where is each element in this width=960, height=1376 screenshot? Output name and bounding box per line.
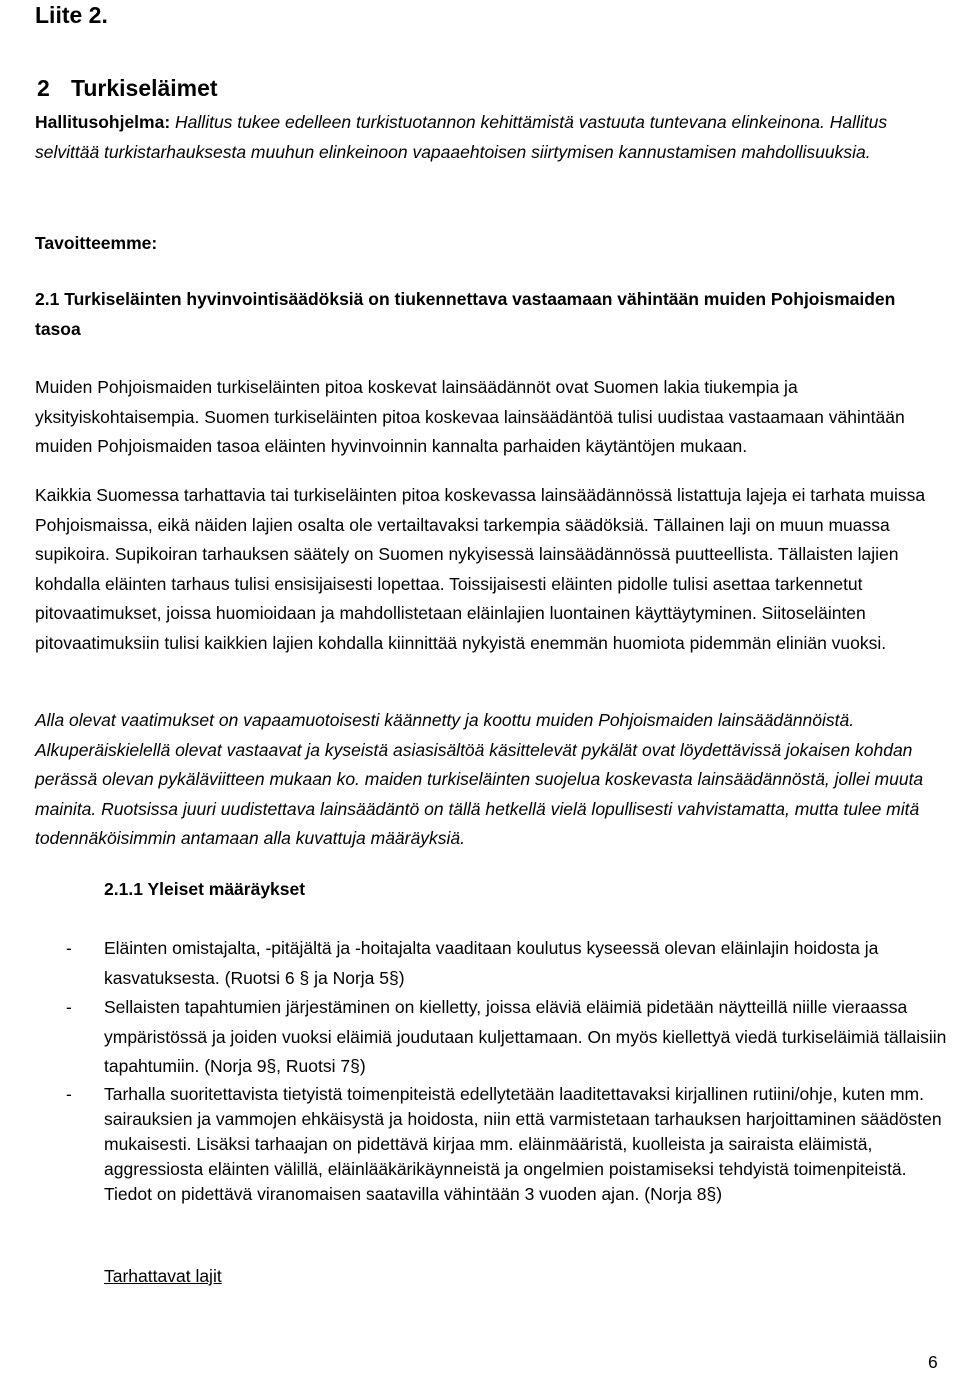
list-dash: -	[66, 997, 72, 1018]
appendix-title: Liite 2.	[35, 2, 108, 28]
paragraph-species: Kaikkia Suomessa tarhattavia tai turkiseläinten pitoa koskevassa lainsäädännössä listattuja lajeja ei tarhata muissa Pohjoismaissa, eikä näiden lajien osalta ole vertailtavaksi tarkempia säädöksiä. Tällainen laji on muun muassa supikoira. Supikoiran tarhauksen säätely on Suomen nykyisessä lainsäädännössä puutteellista. Tällaisten lajien kohdalla eläinten tarhaus tulisi ensisijaisesti lopettaa. Toissijaisesti eläinten pidolle tulisi asettaa tarkennetut pitovaatimukset, joissa huomioidaan ja mahdollistetaan eläinlajien luontainen käyttäytyminen. Siitoseläinten pitovaatimuksiin tulisi kaikkien lajien kohdalla kiinnittää nykyistä enemmän huomiota pidemmän eliniän vuoksi.	[35, 485, 926, 653]
list-item-text: Sellaisten tapahtumien järjestäminen on kielletty, joissa eläviä eläimiä pidetään näytteillä niille vieraassa ympäristössä ja joiden vuoksi eläimiä joudutaan kuljettamaan. On myös kiellettyä viedä turkiseläimiä tällaisiin tapahtumiin. (Norja 9§, Ruotsi 7§)	[104, 997, 947, 1077]
section-heading: 2.1 Turkiseläinten hyvinvointisäädöksiä on tiukennettava vastaamaan vähintään muiden Pohjoismaiden tasoa	[35, 289, 896, 339]
list-item-text: Tarhalla suoritettavista tietyistä toimenpiteistä edellytetään laaditettavaksi kirjallinen rutiini/ohje, kuten mm. sairauksien ja vammojen ehkäisystä ja hoidosta, niin että varmistetaan tarhauksen harjoittaminen säädösten mukaisesti. Lisäksi tarhaajan on pidettävä kirjaa mm. eläinmääristä, kuolleista ja sairaista eläimistä, aggressiosta eläinten välillä, eläinlääkärikäynneistä ja ongelmien poistamiseksi tehdyistä toimenpiteistä. Tiedot on pidettävä viranomaisen saatavilla vähintään 3 vuoden ajan. (Norja 8§)	[104, 1083, 942, 1204]
chapter-heading	[35, 73, 218, 103]
page-number: 6	[928, 1352, 938, 1372]
list-dash: -	[66, 1083, 72, 1104]
goals-label: Tavoitteemme:	[35, 233, 158, 253]
list-item	[35, 1082, 950, 1207]
list-item	[35, 934, 950, 993]
chapter-title: Turkiseläimet	[71, 75, 218, 101]
list-item	[35, 993, 950, 1082]
farmed-species-link[interactable]: Tarhattavat lajit	[104, 1266, 222, 1286]
quote-lead: Hallitusohjelma:	[35, 112, 171, 132]
paragraph-nordic-laws: Muiden Pohjoismaiden turkiseläinten pitoa koskevat lainsäädännöt ovat Suomen lakia tiukempia ja yksityiskohtaisempia. Suomen turkiseläinten pitoa koskevaa lainsäädäntöä tulisi uudistaa vastaamaan vähintään muiden Pohjoismaiden tasoa eläinten hyvinvoinnin kannalta parhaiden käytäntöjen mukaan.	[35, 377, 905, 457]
subsection-heading: 2.1.1 Yleiset määräykset	[104, 879, 306, 899]
paragraph-translation-note: Alla olevat vaatimukset on vapaamuotoisesti käännetty ja koottu muiden Pohjoismaiden lainsäädännöistä. Alkuperäiskielellä olevat vastaavat ja kyseistä asiasisältöä käsittelevät pykälät ovat löydettävissä jokaisen kohdan perässä olevan pykäläviitteen mukaan ko. maiden turkiseläinten suojelua koskevasta lainsäädännöstä, jollei muuta mainita. Ruotsissa juuri uudistettava lainsäädäntö on tällä hetkellä vielä lopullisesti vahvistamatta, mutta tulee mitä todennäköisimmin antamaan alla kuvattuja määräyksiä.	[35, 710, 924, 849]
list-dash: -	[66, 938, 72, 958]
chapter-number: 2	[37, 75, 50, 101]
quote-text: Hallitus tukee edelleen turkistuotannon kehittämistä vastuuta tuntevana elinkeinona. Hallitus selvittää turkistarhauksesta muuhun elinkeinoon vapaaehtoisen siirtymisen kannustamisen mahdollisuuksia.	[35, 112, 888, 162]
government-program-quote	[35, 108, 950, 167]
requirements-list	[35, 934, 950, 1207]
list-item-text: Eläinten omistajalta, -pitäjältä ja -hoitajalta vaaditaan koulutus kyseessä olevan eläinlajin hoidosta ja kasvatuksesta. (Ruotsi 6 § ja Norja 5§)	[104, 938, 879, 988]
